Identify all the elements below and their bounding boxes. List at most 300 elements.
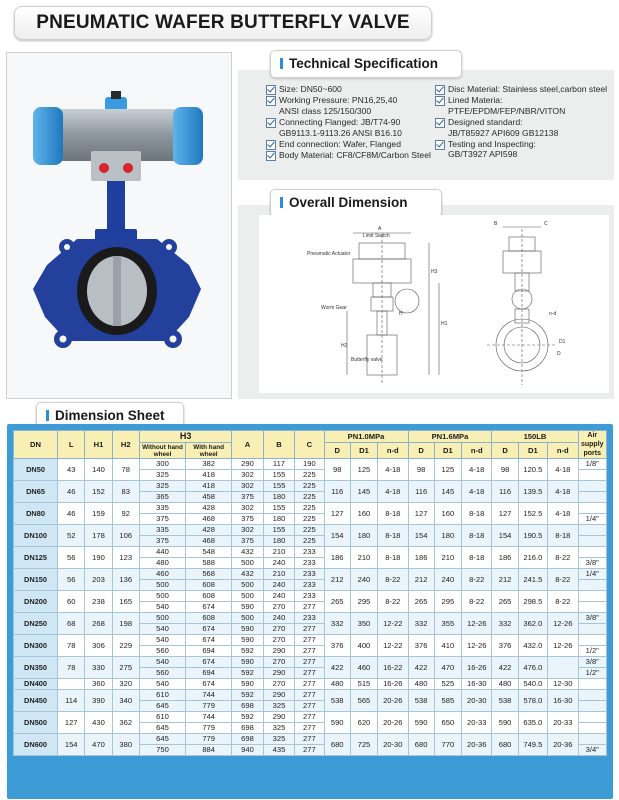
cell-lb150-d1: 120.5 xyxy=(518,459,547,481)
table-row xyxy=(14,569,607,580)
cell-pn10-d1: 145 xyxy=(350,481,377,503)
valve-disc-stem xyxy=(113,256,121,326)
cell-c: 233 xyxy=(295,547,324,558)
col-pn16-d1: D1 xyxy=(434,443,461,459)
spec-text: Testing and Inspecting: xyxy=(448,139,536,150)
dimension-table-frame xyxy=(7,424,613,799)
cell-b: 270 xyxy=(263,624,294,635)
cell-h3-without: 365 xyxy=(139,492,185,503)
cell-air-supply xyxy=(578,470,606,481)
spec-item xyxy=(435,139,613,160)
cell-b: 210 xyxy=(263,569,294,580)
cell-pn16-nd: 8-22 xyxy=(462,569,492,591)
cell-dn: DN350 xyxy=(14,657,58,679)
cell-lb150-d1: 476.0 xyxy=(518,657,547,679)
cell-h3-with: 468 xyxy=(186,514,232,525)
cell-h1: 140 xyxy=(85,459,112,481)
cell-dn: DN450 xyxy=(14,690,58,712)
cell-lb150-d: 98 xyxy=(492,459,518,481)
cell-lb150-nd: 4-18 xyxy=(548,481,578,503)
cell-c: 277 xyxy=(295,657,324,668)
cell-h3-without: 335 xyxy=(139,525,185,536)
cell-h3-without: 540 xyxy=(139,657,185,668)
spec-text: Size: DN50~600 xyxy=(279,84,342,94)
cell-l: 68 xyxy=(58,613,85,635)
cell-h3-without: 480 xyxy=(139,558,185,569)
col-pn10-d: D xyxy=(324,443,350,459)
cell-l: 78 xyxy=(58,635,85,657)
cell-air-supply: 1/4" xyxy=(578,569,606,580)
cell-air-supply xyxy=(578,580,606,591)
cell-air-supply xyxy=(578,679,606,690)
cell-h1: 159 xyxy=(85,503,112,525)
cell-h3-without: 540 xyxy=(139,679,185,690)
cell-h2: 165 xyxy=(112,591,139,613)
cell-air-supply: 3/8" xyxy=(578,657,606,668)
cell-h3-with: 428 xyxy=(186,503,232,514)
spec-item xyxy=(266,150,434,160)
spec-text: GB/T3927 API598 xyxy=(448,149,518,160)
dimension-table xyxy=(13,430,607,756)
cell-c: 277 xyxy=(295,624,324,635)
cell-dn: DN600 xyxy=(14,734,58,756)
cell-a: 302 xyxy=(232,525,263,536)
cell-air-supply xyxy=(578,536,606,547)
table-row xyxy=(14,635,607,646)
cell-h3-with: 744 xyxy=(186,712,232,723)
cell-h3-without: 560 xyxy=(139,646,185,657)
spec-text: Disc Material: Stainless steel,carbon steel xyxy=(448,84,608,94)
cell-pn10-d: 154 xyxy=(324,525,350,547)
dimension-sheet-title: Dimension Sheet xyxy=(55,408,165,423)
cell-h1: 306 xyxy=(85,635,112,657)
cell-dn: DN65 xyxy=(14,481,58,503)
cell-a: 592 xyxy=(232,690,263,701)
cell-air-supply: 1/2" xyxy=(578,646,606,657)
cell-pn10-d: 212 xyxy=(324,569,350,591)
checkbox-icon xyxy=(435,85,445,95)
cell-h3-with: 608 xyxy=(186,580,232,591)
table-row xyxy=(14,657,607,668)
cell-a: 590 xyxy=(232,635,263,646)
cell-l: 56 xyxy=(58,547,85,569)
cell-lb150-nd: 20-36 xyxy=(548,734,578,756)
cell-lb150-d1: 749.5 xyxy=(518,734,547,756)
checkbox-icon xyxy=(435,96,445,106)
cell-air-supply xyxy=(578,547,606,558)
cell-pn16-nd: 8-22 xyxy=(462,591,492,613)
cell-air-supply: 1/8" xyxy=(578,459,606,470)
table-row xyxy=(14,591,607,602)
cell-a: 698 xyxy=(232,734,263,745)
cell-h1: 430 xyxy=(85,712,112,734)
col-150lb-nd: n-d xyxy=(548,443,578,459)
col-b: B xyxy=(263,431,294,459)
cell-h3-with: 418 xyxy=(186,481,232,492)
spec-item xyxy=(266,117,434,138)
cell-h3-with: 428 xyxy=(186,525,232,536)
cell-l xyxy=(58,679,85,690)
cell-lb150-d: 116 xyxy=(492,481,518,503)
cell-c: 225 xyxy=(295,525,324,536)
cell-lb150-d1: 139.5 xyxy=(518,481,547,503)
cell-pn16-d1: 410 xyxy=(434,635,461,657)
cell-h2: 136 xyxy=(112,569,139,591)
cell-a: 590 xyxy=(232,679,263,690)
col-150lb-d: D xyxy=(492,443,518,459)
cell-h3-without: 325 xyxy=(139,470,185,481)
checkbox-icon xyxy=(266,151,276,161)
cell-h3-without: 500 xyxy=(139,613,185,624)
cell-h3-with: 674 xyxy=(186,635,232,646)
overall-dimension-header xyxy=(270,189,442,217)
cell-lb150-d1: 362.0 xyxy=(518,613,547,635)
cell-b: 270 xyxy=(263,679,294,690)
cell-l: 43 xyxy=(58,459,85,481)
cell-h3-without: 610 xyxy=(139,690,185,701)
cell-h3-with: 608 xyxy=(186,591,232,602)
spec-text: GB9113.1-9113.26 ANSI B16.10 xyxy=(279,127,402,138)
cell-lb150-d: 680 xyxy=(492,734,518,756)
cell-c: 277 xyxy=(295,602,324,613)
col-pn16: PN1.6MPa xyxy=(408,431,492,443)
spec-list-left xyxy=(266,84,434,162)
cell-h3-with: 588 xyxy=(186,558,232,569)
cell-air-supply xyxy=(578,701,606,712)
cell-c: 277 xyxy=(295,701,324,712)
cell-pn10-d1: 565 xyxy=(350,690,377,712)
cell-l: 46 xyxy=(58,503,85,525)
cell-h3-with: 418 xyxy=(186,470,232,481)
valve-illustration xyxy=(7,53,231,398)
spec-text: Designed standard: xyxy=(448,117,523,128)
cell-pn16-d: 127 xyxy=(408,503,434,525)
cell-c: 277 xyxy=(295,679,324,690)
cell-b: 155 xyxy=(263,503,294,514)
cell-pn16-d1: 210 xyxy=(434,547,461,569)
cell-l: 127 xyxy=(58,712,85,734)
cell-c: 190 xyxy=(295,459,324,470)
cell-pn16-d1: 145 xyxy=(434,481,461,503)
cell-air-supply xyxy=(578,492,606,503)
cell-h3-without: 500 xyxy=(139,580,185,591)
cell-pn16-d1: 585 xyxy=(434,690,461,712)
cell-pn16-d1: 240 xyxy=(434,569,461,591)
cell-b: 210 xyxy=(263,547,294,558)
cell-a: 302 xyxy=(232,481,263,492)
cell-pn10-d1: 350 xyxy=(350,613,377,635)
cell-lb150-d1: 298.5 xyxy=(518,591,547,613)
cell-h3-without: 440 xyxy=(139,547,185,558)
cell-a: 590 xyxy=(232,657,263,668)
dim-label-c: C xyxy=(544,221,548,227)
col-pn10-d1: D1 xyxy=(350,443,377,459)
cell-h3-with: 468 xyxy=(186,536,232,547)
cell-c: 277 xyxy=(295,723,324,734)
cell-a: 698 xyxy=(232,701,263,712)
cell-pn10-d1: 400 xyxy=(350,635,377,657)
cell-c: 233 xyxy=(295,580,324,591)
cell-a: 590 xyxy=(232,624,263,635)
cell-pn10-d1: 725 xyxy=(350,734,377,756)
dim-label-d: D xyxy=(557,351,561,357)
cell-pn16-nd: 8-18 xyxy=(462,547,492,569)
cell-lb150-d1: 216.0 xyxy=(518,547,547,569)
section-bullet-icon xyxy=(46,410,49,421)
cell-h1: 390 xyxy=(85,690,112,712)
cell-b: 325 xyxy=(263,734,294,745)
cell-air-supply xyxy=(578,723,606,734)
cell-pn10-d: 265 xyxy=(324,591,350,613)
cell-lb150-d1: 540.0 xyxy=(518,679,547,690)
cell-h2: 106 xyxy=(112,525,139,547)
cell-c: 225 xyxy=(295,536,324,547)
cell-dn: DN80 xyxy=(14,503,58,525)
cell-pn10-d: 480 xyxy=(324,679,350,690)
cell-lb150-d: 127 xyxy=(492,503,518,525)
cell-dn: DN125 xyxy=(14,547,58,569)
cell-l: 154 xyxy=(58,734,85,756)
cell-l: 114 xyxy=(58,690,85,712)
cell-b: 435 xyxy=(263,745,294,756)
cell-lb150-nd: 8-18 xyxy=(548,525,578,547)
cell-pn10-d: 127 xyxy=(324,503,350,525)
air-port-right xyxy=(123,163,133,173)
cell-lb150-d1: 241.5 xyxy=(518,569,547,591)
cell-dn: DN300 xyxy=(14,635,58,657)
col-pn10: PN1.0MPa xyxy=(324,431,408,443)
cell-b: 180 xyxy=(263,492,294,503)
cell-l: 78 xyxy=(58,657,85,679)
cell-b: 290 xyxy=(263,668,294,679)
overall-dimension-title: Overall Dimension xyxy=(289,195,408,210)
cell-pn10-d1: 125 xyxy=(350,459,377,481)
cell-pn10-nd: 8-18 xyxy=(378,525,408,547)
cell-pn10-nd: 12-22 xyxy=(378,635,408,657)
cell-b: 240 xyxy=(263,580,294,591)
cell-h3-without: 325 xyxy=(139,481,185,492)
cell-a: 302 xyxy=(232,470,263,481)
air-port-left xyxy=(99,163,109,173)
cell-air-supply: 1/2" xyxy=(578,668,606,679)
section-bullet-icon xyxy=(280,197,283,208)
cell-pn16-nd: 4-18 xyxy=(462,459,492,481)
cell-h3-without: 300 xyxy=(139,459,185,470)
cell-pn16-d: 98 xyxy=(408,459,434,481)
page-title-tab xyxy=(14,6,432,40)
cell-h3-without: 540 xyxy=(139,624,185,635)
table-row xyxy=(14,613,607,624)
cell-lb150-d1: 578.0 xyxy=(518,690,547,712)
cell-lb150-d: 422 xyxy=(492,657,518,679)
cell-h2: 83 xyxy=(112,481,139,503)
cell-pn16-nd: 16-30 xyxy=(462,679,492,690)
cell-lb150-nd: 4-18 xyxy=(548,459,578,481)
cell-h3-without: 540 xyxy=(139,602,185,613)
dim-label-a: A xyxy=(378,226,382,232)
cell-pn16-d: 154 xyxy=(408,525,434,547)
cell-c: 277 xyxy=(295,646,324,657)
checkbox-icon xyxy=(435,118,445,128)
spec-list-right xyxy=(435,84,613,161)
tech-spec-header xyxy=(270,50,462,78)
cell-pn16-d: 538 xyxy=(408,690,434,712)
cell-l: 60 xyxy=(58,591,85,613)
cell-dn: DN500 xyxy=(14,712,58,734)
cell-pn10-d: 422 xyxy=(324,657,350,679)
cell-h2: 340 xyxy=(112,690,139,712)
cell-b: 290 xyxy=(263,712,294,723)
cell-a: 375 xyxy=(232,514,263,525)
cell-c: 233 xyxy=(295,558,324,569)
dim-label-d1: D1 xyxy=(559,339,566,345)
cell-lb150-d: 154 xyxy=(492,525,518,547)
cell-pn16-d1: 525 xyxy=(434,679,461,690)
cell-h1: 178 xyxy=(85,525,112,547)
cell-h3-with: 779 xyxy=(186,723,232,734)
cell-h3-with: 694 xyxy=(186,668,232,679)
spec-item xyxy=(266,139,434,149)
cell-a: 590 xyxy=(232,602,263,613)
cell-a: 302 xyxy=(232,503,263,514)
checkbox-icon xyxy=(266,85,276,95)
product-photo xyxy=(6,52,232,399)
cell-h3-with: 744 xyxy=(186,690,232,701)
cell-a: 592 xyxy=(232,646,263,657)
cell-b: 325 xyxy=(263,701,294,712)
cell-pn10-nd: 8-18 xyxy=(378,503,408,525)
cell-air-supply xyxy=(578,503,606,514)
cell-pn16-d1: 125 xyxy=(434,459,461,481)
cell-pn10-d: 186 xyxy=(324,547,350,569)
cell-h3-without: 500 xyxy=(139,591,185,602)
spec-text: Body Material: CF8/CF8M/Carbon Steel xyxy=(279,150,431,161)
cell-c: 225 xyxy=(295,481,324,492)
spec-item xyxy=(435,117,613,138)
cell-pn10-d: 116 xyxy=(324,481,350,503)
table-row xyxy=(14,712,607,723)
spec-item xyxy=(266,95,434,116)
cell-pn10-nd: 20-26 xyxy=(378,712,408,734)
cell-air-supply xyxy=(578,525,606,536)
cell-h3-without: 610 xyxy=(139,712,185,723)
cell-pn16-d1: 180 xyxy=(434,525,461,547)
cell-c: 277 xyxy=(295,745,324,756)
cell-c: 277 xyxy=(295,635,324,646)
cell-pn16-d: 212 xyxy=(408,569,434,591)
dim-label-h3: H3 xyxy=(431,269,438,275)
cell-b: 155 xyxy=(263,525,294,536)
cell-h3-without: 645 xyxy=(139,734,185,745)
cell-h3-without: 460 xyxy=(139,569,185,580)
cell-b: 180 xyxy=(263,514,294,525)
cell-lb150-nd: 12-30 xyxy=(548,679,578,690)
cell-pn10-d1: 160 xyxy=(350,503,377,525)
cell-h3-without: 645 xyxy=(139,701,185,712)
cell-lb150-d1: 635.0 xyxy=(518,712,547,734)
cell-lb150-nd xyxy=(548,657,578,679)
cell-air-supply xyxy=(578,635,606,646)
dim-label-h2: H2 xyxy=(341,343,348,349)
cell-b: 290 xyxy=(263,646,294,657)
table-row xyxy=(14,525,607,536)
cell-h3-with: 674 xyxy=(186,602,232,613)
cell-pn10-d1: 620 xyxy=(350,712,377,734)
cell-pn10-nd: 20-26 xyxy=(378,690,408,712)
cell-h3-without: 750 xyxy=(139,745,185,756)
cell-b: 270 xyxy=(263,602,294,613)
table-row xyxy=(14,690,607,701)
cell-dn: DN250 xyxy=(14,613,58,635)
cell-air-supply: 3/8" xyxy=(578,558,606,569)
dim-label-b: B xyxy=(494,221,498,227)
cell-h3-with: 458 xyxy=(186,492,232,503)
cell-pn10-d: 590 xyxy=(324,712,350,734)
cell-lb150-nd: 12-26 xyxy=(548,635,578,657)
cell-h3-with: 694 xyxy=(186,646,232,657)
cell-b: 155 xyxy=(263,481,294,492)
dimension-drawing xyxy=(259,215,609,393)
cell-pn16-nd: 8-18 xyxy=(462,525,492,547)
cell-pn10-nd: 12-22 xyxy=(378,613,408,635)
cell-pn16-nd: 12-26 xyxy=(462,635,492,657)
cell-b: 240 xyxy=(263,558,294,569)
cell-air-supply xyxy=(578,734,606,745)
spec-text: JB/T85927 API609 GB12138 xyxy=(448,127,559,138)
cell-pn16-d1: 470 xyxy=(434,657,461,679)
cell-dn: DN100 xyxy=(14,525,58,547)
cell-c: 277 xyxy=(295,668,324,679)
cell-a: 375 xyxy=(232,536,263,547)
col-h3-without: Without hand wheel xyxy=(139,443,185,459)
dim-label-nd: n-d xyxy=(549,311,557,317)
cell-pn16-d: 186 xyxy=(408,547,434,569)
spec-text: PTFE/EPDM/FEP/NBR/VITON xyxy=(448,105,566,116)
spec-text: Connecting Flanged: JB/T74-90 xyxy=(279,117,401,128)
cell-b: 180 xyxy=(263,536,294,547)
col-c: C xyxy=(295,431,324,459)
cell-air-supply xyxy=(578,712,606,723)
cell-pn10-nd: 16-26 xyxy=(378,679,408,690)
cell-h1: 360 xyxy=(85,679,112,690)
cell-b: 240 xyxy=(263,591,294,602)
cell-a: 290 xyxy=(232,459,263,470)
spec-text: End connection: Wafer, Flanged xyxy=(279,139,401,150)
cell-l: 52 xyxy=(58,525,85,547)
cell-pn10-nd: 4-18 xyxy=(378,459,408,481)
cell-h2: 92 xyxy=(112,503,139,525)
cell-pn16-d: 116 xyxy=(408,481,434,503)
label-butterfly-valve: Butterfly valve xyxy=(351,357,383,363)
cell-lb150-nd: 12-26 xyxy=(548,613,578,635)
cell-a: 432 xyxy=(232,569,263,580)
cell-lb150-d1: 190.5 xyxy=(518,525,547,547)
checkbox-icon xyxy=(266,96,276,106)
cell-c: 225 xyxy=(295,492,324,503)
cell-h3-with: 608 xyxy=(186,613,232,624)
label-pneumatic-actuator: Pneumatic Actuator xyxy=(307,251,351,257)
cell-pn10-d1: 515 xyxy=(350,679,377,690)
cell-h3-without: 540 xyxy=(139,635,185,646)
actuator-shaft-top xyxy=(111,91,121,99)
cell-a: 500 xyxy=(232,580,263,591)
section-bullet-icon xyxy=(280,58,283,69)
cell-c: 233 xyxy=(295,569,324,580)
cell-pn10-d: 98 xyxy=(324,459,350,481)
table-row xyxy=(14,503,607,514)
cell-pn16-d: 590 xyxy=(408,712,434,734)
cell-pn16-d1: 770 xyxy=(434,734,461,756)
